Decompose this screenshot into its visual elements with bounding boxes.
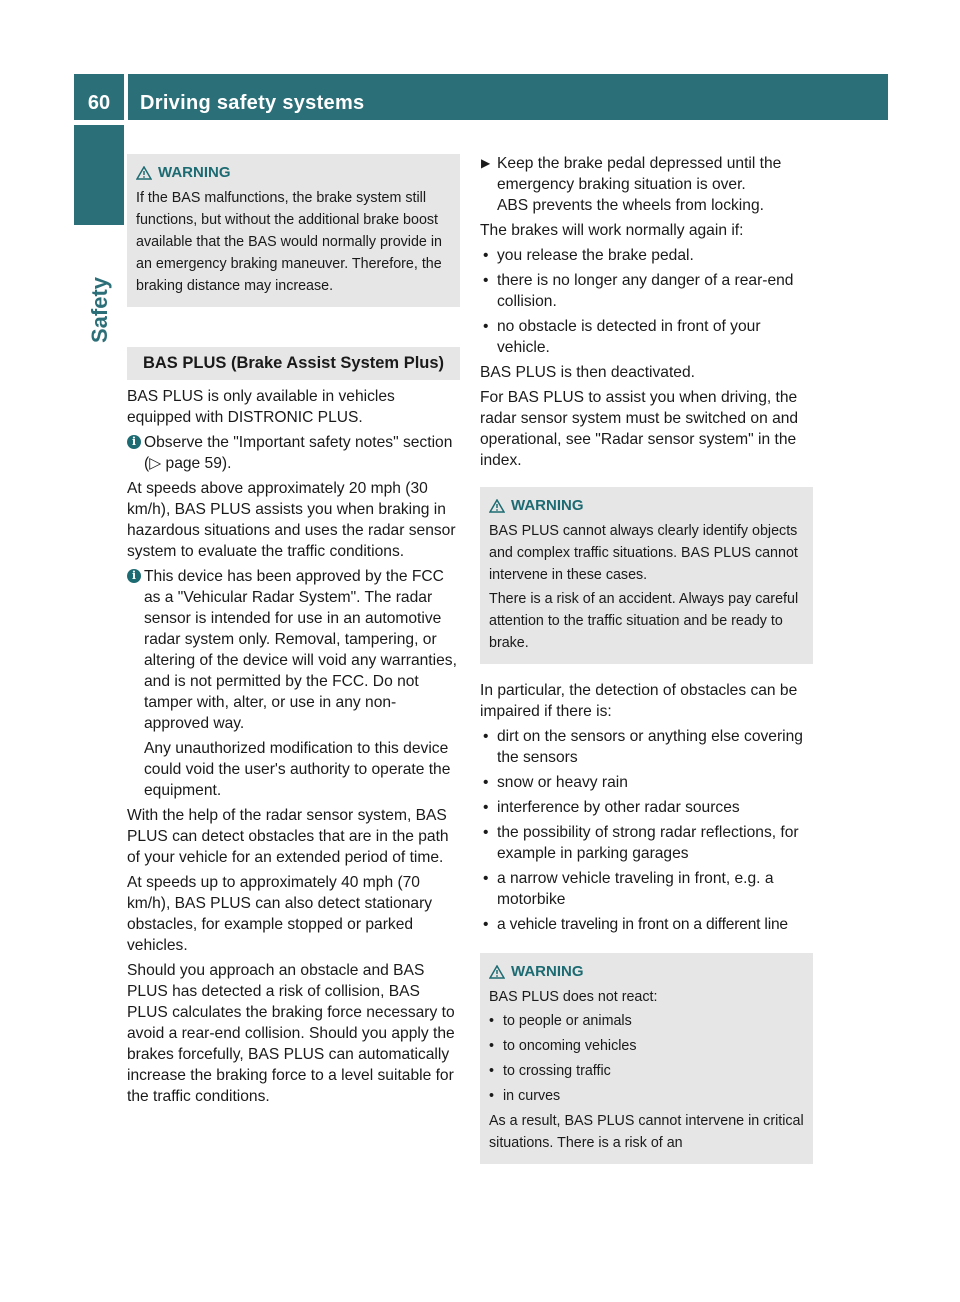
warning-text: There is a risk of an accident. Always pay careful attention to the traffic situation and be ready to brake. [489,591,799,651]
list-item-text: a vehicle traveling in front on a different line [497,916,788,933]
step-arrow-icon: ▶ [481,156,491,170]
info-text: Any unauthorized modification to this device could void the user's authority to operate the equipment. [144,740,451,799]
paragraph: BAS PLUS is only available in vehicles equipped with DISTRONIC PLUS. [127,388,395,426]
info-icon: i [127,569,141,583]
list-item-text: there is no longer any danger of a rear-end collision. [497,272,794,310]
warning-box [480,487,813,664]
list-item-text: the possibility of strong radar reflections, for example in parking garages [497,824,799,862]
warning-triangle-icon [489,965,505,979]
warning-box [127,154,460,307]
warning-text: BAS PLUS cannot always clearly identify objects and complex traffic situations. BAS PLUS cannot intervene in these cases. [489,523,798,583]
paragraph: With the help of the radar sensor system, BAS PLUS can detect obstacles that are in the path of your vehicle for an extended period of time. [127,807,449,866]
list-item-text: to people or animals [503,1013,632,1029]
list-item: • a vehicle traveling in front on a different line [483,916,788,933]
paragraph: In particular, the detection of obstacles can be impaired if there is: [480,682,798,720]
paragraph: BAS PLUS is then deactivated. [480,364,695,381]
side-label-text: Safety [87,276,112,344]
info-text: Observe the "Important safety notes" section (▷ page 59). [144,434,453,472]
list-item-text: snow or heavy rain [497,774,628,791]
list-item: • you release the brake pedal. [483,247,694,264]
list-item-text: in curves [503,1088,561,1104]
right-column [480,153,813,1164]
list-item: • the possibility of strong radar reflections, for example in parking garages [483,824,799,862]
left-column [127,154,460,1111]
info-icon: i [127,435,141,449]
list-item-text: to crossing traffic [503,1063,611,1079]
side-tab [74,125,124,225]
list-item: • to people or animals [489,1013,632,1029]
page-number: 60 [87,92,111,114]
list-item: • to crossing traffic [489,1063,611,1079]
side-label [76,255,124,365]
list-item-text: you release the brake pedal. [497,247,694,264]
warning-title-text: WARNING [511,497,584,514]
paragraph: For BAS PLUS to assist you when driving, the radar sensor system must be switched on and operational, see "Radar sensor system" in the index. [480,389,799,469]
paragraph: At speeds up to approximately 40 mph (70 km/h), BAS PLUS can also detect stationary obstacles, for example stopped or parked vehicles. [127,874,433,954]
warning-triangle-icon [136,166,152,180]
list-item: • snow or heavy rain [483,774,628,791]
list-item-text: to oncoming vehicles [503,1038,637,1054]
list-item-text: no obstacle is detected in front of your vehicle. [497,318,761,356]
paragraph: At speeds above approximately 20 mph (30 km/h), BAS PLUS assists you when braking in hazardous situations and uses the radar sensor system to evaluate the traffic conditions. [127,480,456,560]
warning-title-text: WARNING [158,164,231,181]
paragraph: The brakes will work normally again if: [480,222,744,239]
info-note [127,566,460,801]
list-item: • a narrow vehicle traveling in front, e.g. a motorbike [483,870,774,908]
info-text: This device has been approved by the FCC as a "Vehicular Radar System". The radar sensor is intended for use in an automotive radar system only. Removal, tampering, or altering of the device will void any warranties, and is not permitted by the FCC. Do not tamper with, alter, or use in any non-approved way. [144,568,457,732]
list-item-text: dirt on the sensors or anything else covering the sensors [497,728,803,766]
page-title: Driving safety systems [140,92,365,114]
warning-text: If the BAS malfunctions, the brake system still functions, but without the additional brake boost available that the BAS would normally provide in an emergency braking maneuver. Therefore, the braking distance may increase. [136,190,442,294]
instruction-step [480,153,813,216]
warning-box [480,953,813,1164]
section-title: BAS PLUS (Brake Assist System Plus) [127,347,460,380]
warning-text: As a result, BAS PLUS cannot intervene in critical situations. There is a risk of an [489,1113,804,1151]
list-item: • to oncoming vehicles [489,1038,637,1054]
list-item: • dirt on the sensors or anything else covering the sensors [483,728,803,766]
list-item: • there is no longer any danger of a rear-end collision. [483,272,794,310]
header-divider [124,74,128,120]
warning-title [136,162,452,184]
warning-triangle-icon [489,499,505,513]
warning-title [489,495,805,517]
warning-title-text: WARNING [511,963,584,980]
list-item-text: a narrow vehicle traveling in front, e.g. a motorbike [497,870,774,908]
info-note [127,432,460,474]
paragraph: Should you approach an obstacle and BAS PLUS has detected a risk of collision, BAS PLUS calculates the braking force necessary to avoid a rear-end collision. Should you apply the brakes forcefully, BAS PLUS can automatically increase the braking force to a level suitable for the traffic conditions. [127,962,455,1105]
list-item: • in curves [489,1088,561,1104]
list-item-text: interference by other radar sources [497,799,740,816]
step-text: ABS prevents the wheels from locking. [497,197,764,214]
list-item: • interference by other radar sources [483,799,740,816]
warning-text: BAS PLUS does not react: [489,989,658,1005]
step-text: Keep the brake pedal depressed until the emergency braking situation is over. [497,155,782,193]
warning-title [489,961,805,983]
list-item: • no obstacle is detected in front of your vehicle. [483,318,761,356]
